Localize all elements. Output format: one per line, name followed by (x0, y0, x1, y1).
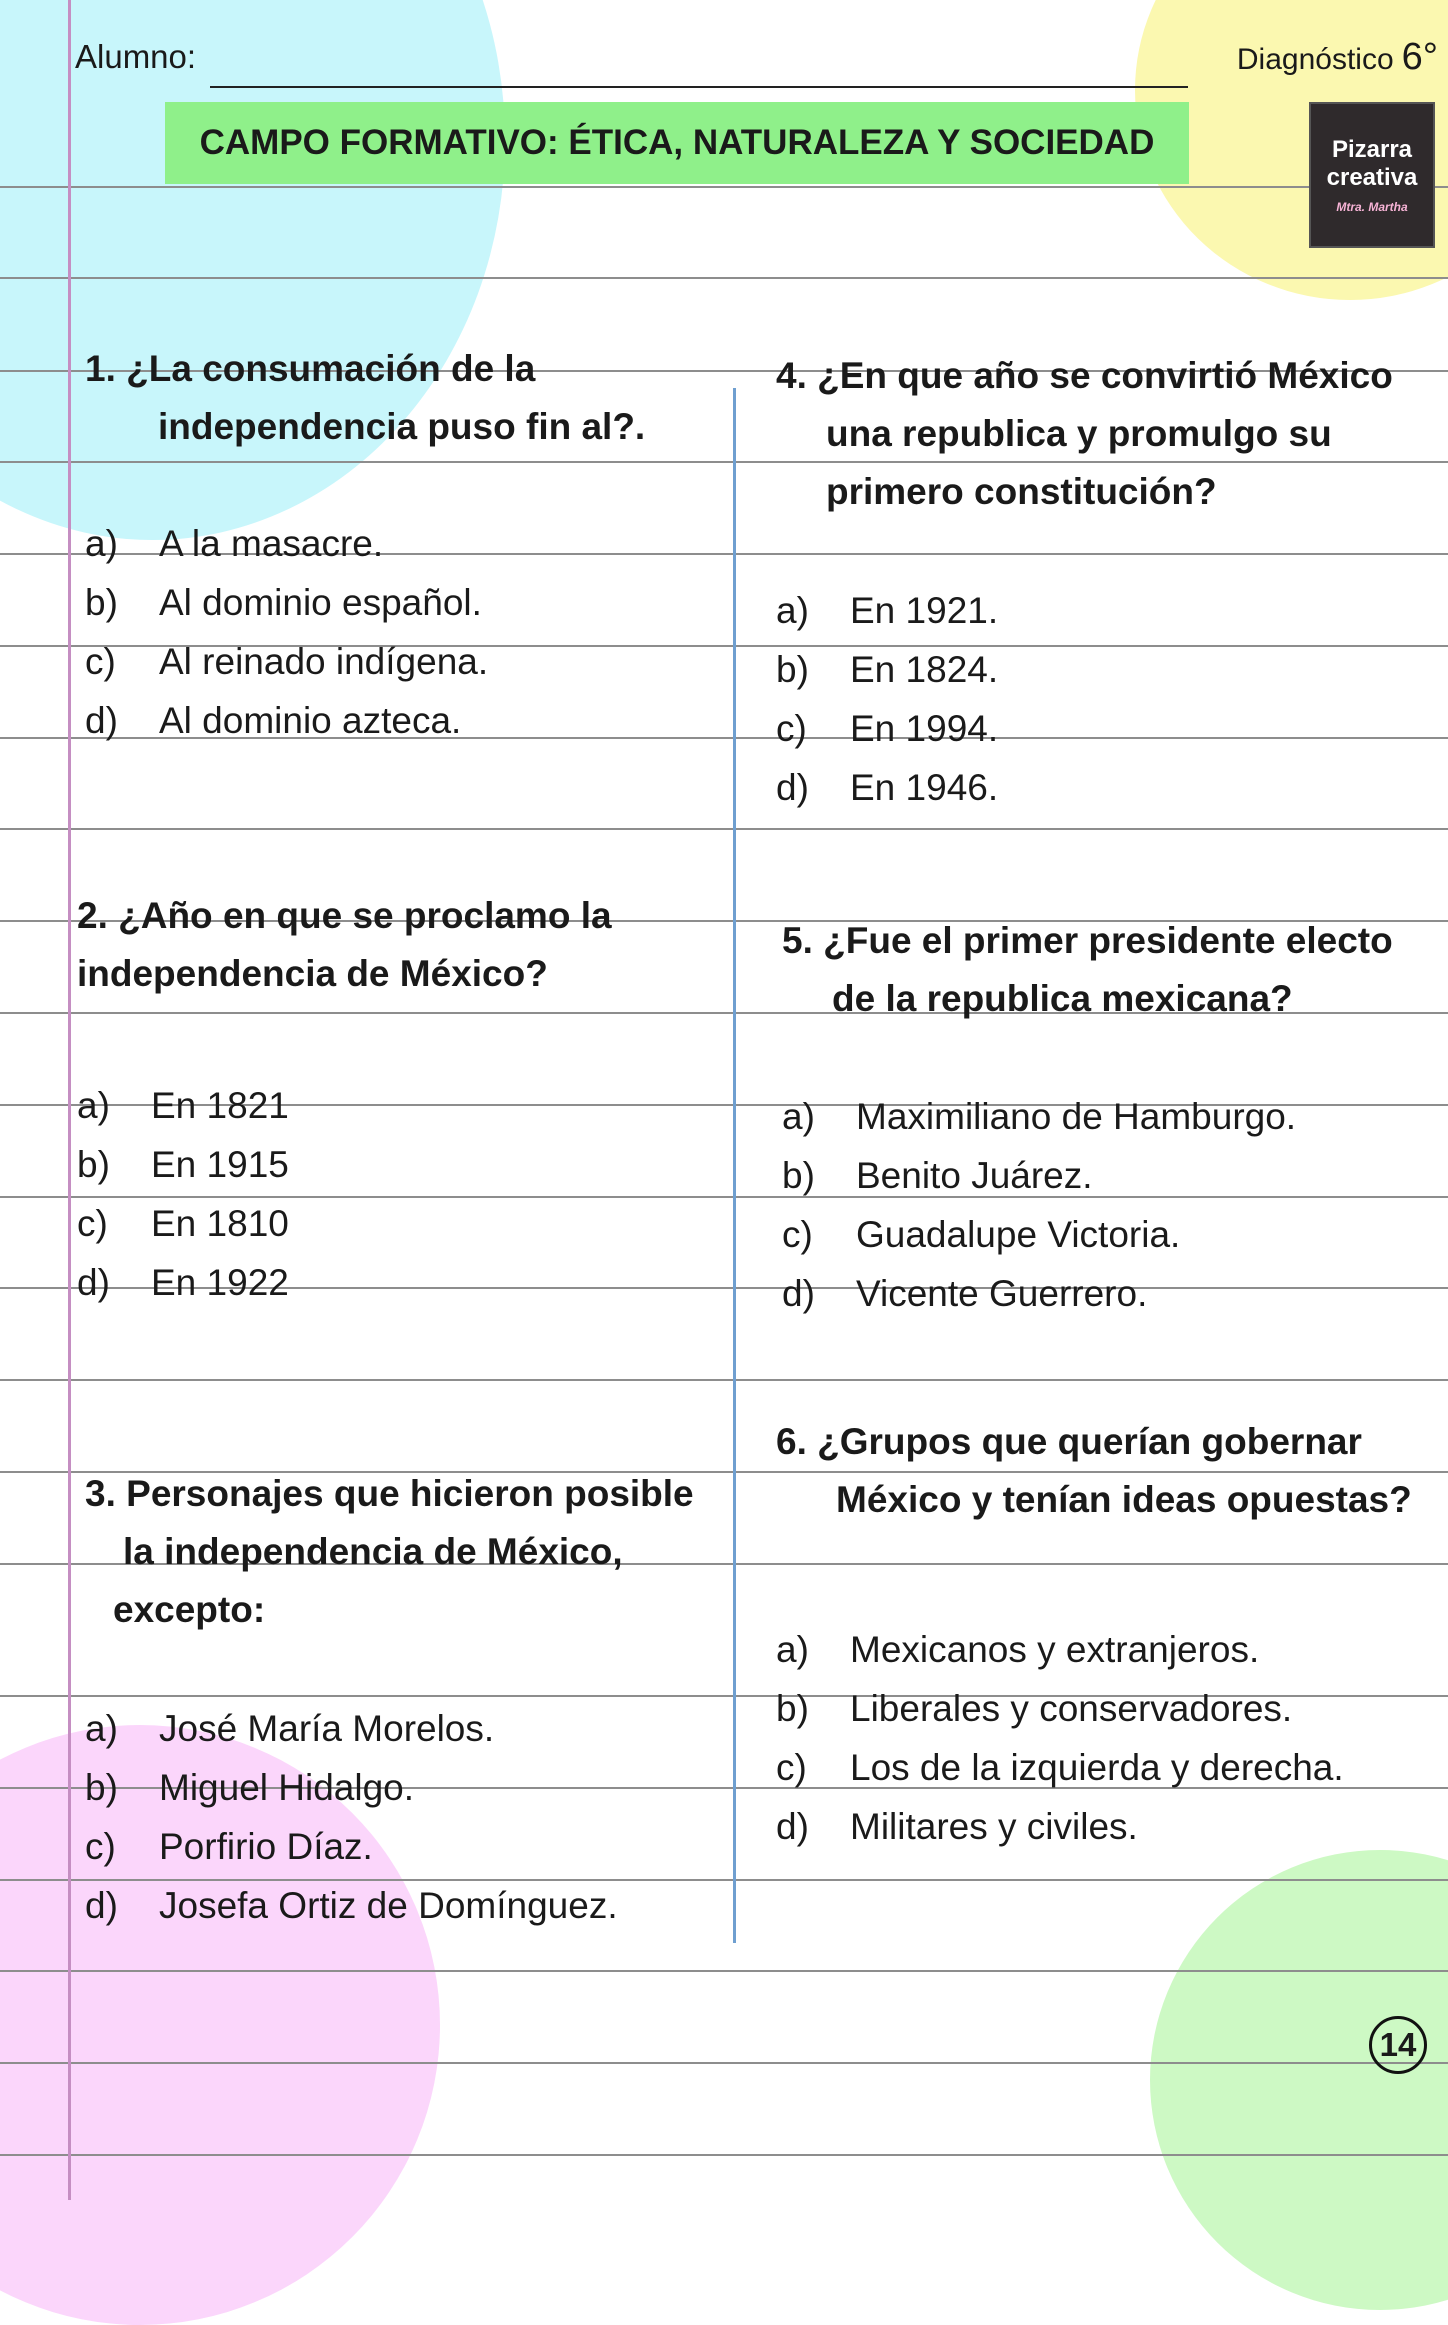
option-text: En 1915 (151, 1144, 289, 1185)
cyan-circle-decoration (0, 0, 505, 540)
question-4-line-1: 4. ¿En que año se convirtió México (776, 355, 1393, 396)
option-text: En 1824. (850, 649, 999, 690)
ruled-line (0, 277, 1448, 279)
question-1 (85, 340, 645, 456)
answer-option[interactable] (85, 1817, 618, 1876)
question-4 (776, 347, 1393, 521)
question-5 (782, 912, 1393, 1028)
option-text: Guadalupe Victoria. (856, 1214, 1181, 1255)
option-letter: b) (85, 1767, 118, 1808)
answer-option[interactable] (85, 1699, 618, 1758)
page-number: 14 (1369, 2016, 1427, 2074)
ruled-line (0, 1379, 1448, 1381)
option-text: En 1994. (850, 708, 999, 749)
logo-line-1: Pizarra (1331, 136, 1413, 163)
answer-option[interactable] (85, 514, 488, 573)
question-3-line-3: excepto: (113, 1589, 266, 1630)
option-letter: b) (776, 1688, 809, 1729)
question-3-line-2: la independencia de México, (123, 1531, 623, 1572)
question-5-options (782, 1087, 1296, 1323)
option-text: En 1821 (151, 1085, 289, 1126)
option-text: Vicente Guerrero. (856, 1273, 1148, 1314)
question-3 (85, 1465, 694, 1639)
green-circle-decoration (1150, 1850, 1448, 2310)
question-1-line-1: 1. ¿La consumación de la (85, 348, 536, 389)
ruled-line (0, 828, 1448, 830)
question-3-options (85, 1699, 618, 1935)
question-6-options (776, 1620, 1344, 1856)
option-letter: c) (85, 641, 116, 682)
option-letter: a) (85, 523, 118, 564)
question-2-line-1: 2. ¿Año en que se proclamo la (77, 895, 612, 936)
option-text: José María Morelos. (159, 1708, 495, 1749)
student-name-field[interactable] (210, 86, 1188, 88)
answer-option[interactable] (85, 1876, 618, 1935)
answer-option[interactable] (776, 1679, 1344, 1738)
answer-option[interactable] (776, 581, 998, 640)
option-text: Maximiliano de Hamburgo. (856, 1096, 1297, 1137)
option-letter: a) (77, 1085, 110, 1126)
option-letter: b) (776, 649, 809, 690)
answer-option[interactable] (776, 1620, 1344, 1679)
answer-option[interactable] (85, 1758, 618, 1817)
option-letter: b) (77, 1144, 110, 1185)
option-text: Benito Juárez. (856, 1155, 1093, 1196)
question-2 (77, 887, 612, 1003)
answer-option[interactable] (77, 1194, 289, 1253)
answer-option[interactable] (85, 691, 488, 750)
column-divider (733, 388, 736, 1943)
option-text: Al dominio español. (159, 582, 482, 623)
question-4-line-3: primero constitución? (826, 471, 1217, 512)
option-letter: c) (776, 1747, 807, 1788)
option-text: Al reinado indígena. (159, 641, 489, 682)
option-text: En 1921. (850, 590, 999, 631)
option-text: Los de la izquierda y derecha. (850, 1747, 1344, 1788)
question-6-line-2: México y tenían ideas opuestas? (836, 1479, 1412, 1520)
question-2-line-2: independencia de México? (77, 953, 548, 994)
option-letter: d) (85, 700, 118, 741)
option-letter: c) (85, 1826, 116, 1867)
page-title: CAMPO FORMATIVO: ÉTICA, NATURALEZA Y SOCIEDAD (165, 102, 1189, 184)
ruled-line (0, 2154, 1448, 2156)
question-5-line-2: de la republica mexicana? (832, 978, 1293, 1019)
logo-line-2: creativa (1326, 164, 1418, 191)
option-letter: a) (85, 1708, 118, 1749)
answer-option[interactable] (782, 1087, 1296, 1146)
question-6 (776, 1413, 1412, 1529)
question-4-line-2: una republica y promulgo su (826, 413, 1332, 454)
answer-option[interactable] (782, 1264, 1296, 1323)
option-text: En 1922 (151, 1262, 289, 1303)
answer-option[interactable] (782, 1205, 1296, 1264)
answer-option[interactable] (776, 758, 998, 817)
option-letter: b) (782, 1155, 815, 1196)
ruled-line (0, 186, 1448, 188)
student-name-label: Alumno: (75, 38, 197, 75)
diagnostic-text: Diagnóstico (1236, 43, 1394, 76)
answer-option[interactable] (776, 1738, 1344, 1797)
option-text: En 1946. (850, 767, 999, 808)
option-letter: a) (776, 1629, 809, 1670)
ruled-line (0, 2062, 1448, 2064)
question-1-line-2: independencia puso fin al?. (158, 406, 646, 447)
question-5-line-1: 5. ¿Fue el primer presidente electo (782, 920, 1393, 961)
option-letter: c) (782, 1214, 813, 1255)
option-text: Al dominio azteca. (159, 700, 462, 741)
pizarra-creativa-logo (1309, 102, 1435, 248)
answer-option[interactable] (776, 699, 998, 758)
question-3-line-1: 3. Personajes que hicieron posible (85, 1473, 694, 1514)
answer-option[interactable] (85, 573, 488, 632)
option-letter: d) (776, 767, 809, 808)
option-letter: a) (782, 1096, 815, 1137)
option-text: Porfirio Díaz. (159, 1826, 373, 1867)
option-text: Josefa Ortiz de Domínguez. (159, 1885, 618, 1926)
answer-option[interactable] (776, 1797, 1344, 1856)
ruled-line (0, 1970, 1448, 1972)
option-text: A la masacre. (159, 523, 384, 564)
option-text: En 1810 (151, 1203, 289, 1244)
option-letter: d) (77, 1262, 110, 1303)
answer-option[interactable] (77, 1253, 289, 1312)
question-6-line-1: 6. ¿Grupos que querían gobernar (776, 1421, 1362, 1462)
logo-signature: Mtra. Martha (1336, 200, 1408, 214)
question-4-options (776, 581, 998, 817)
option-text: Militares y civiles. (850, 1806, 1138, 1847)
answer-option[interactable] (776, 640, 998, 699)
question-2-options (77, 1076, 289, 1312)
option-letter: d) (782, 1273, 815, 1314)
answer-option[interactable] (782, 1146, 1296, 1205)
option-text: Miguel Hidalgo. (159, 1767, 415, 1808)
option-text: Liberales y conservadores. (850, 1688, 1293, 1729)
option-letter: c) (77, 1203, 108, 1244)
grade-label: 6° (1401, 36, 1438, 78)
answer-option[interactable] (85, 632, 488, 691)
diagnostic-label (1237, 36, 1438, 79)
option-letter: d) (85, 1885, 118, 1926)
option-letter: a) (776, 590, 809, 631)
margin-line (68, 0, 71, 2200)
question-1-options (85, 514, 488, 750)
option-letter: d) (776, 1806, 809, 1847)
option-text: Mexicanos y extranjeros. (850, 1629, 1260, 1670)
answer-option[interactable] (77, 1076, 289, 1135)
option-letter: c) (776, 708, 807, 749)
option-letter: b) (85, 582, 118, 623)
answer-option[interactable] (77, 1135, 289, 1194)
